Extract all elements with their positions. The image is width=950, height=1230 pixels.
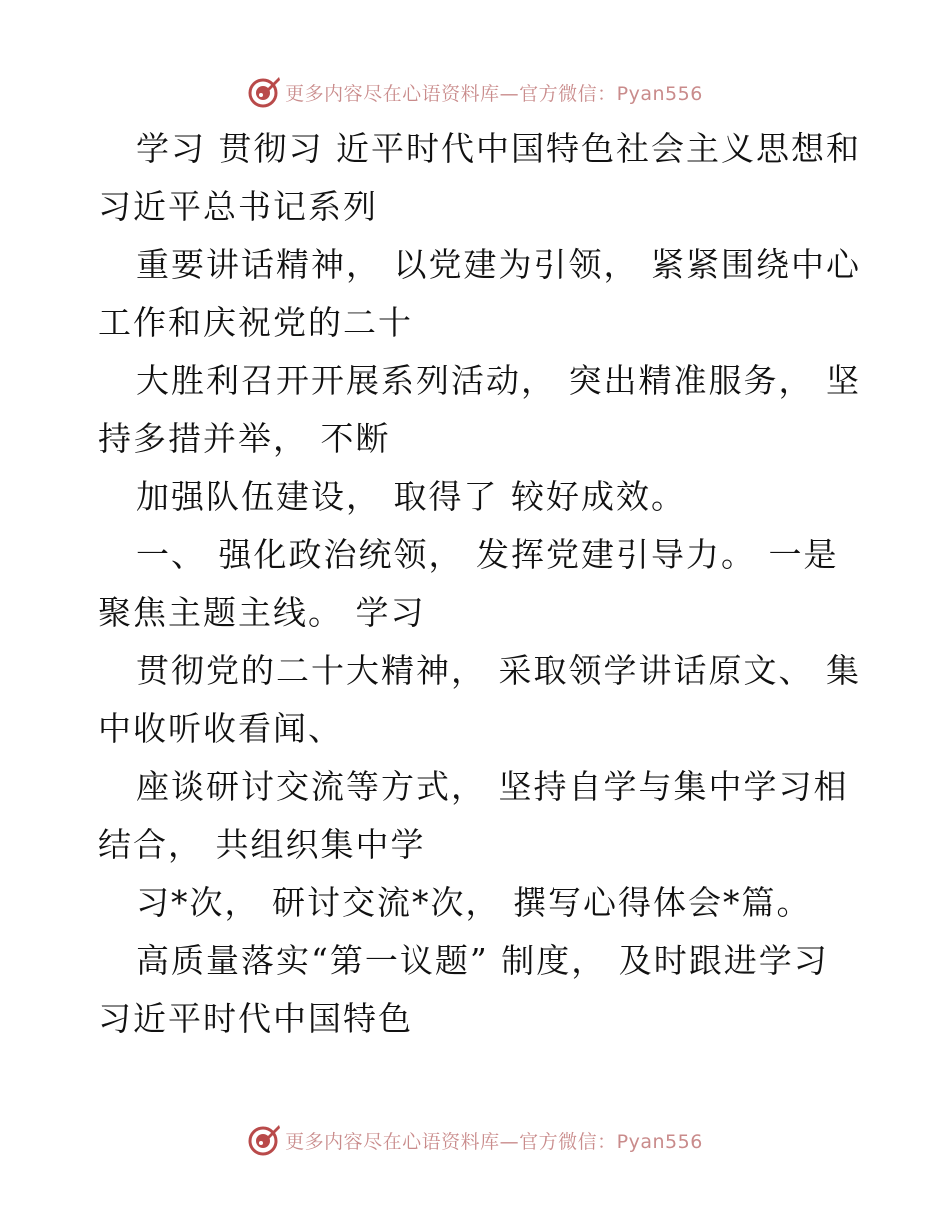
text-line-1: 学习 贯彻习 近平时代中国特色社会主义思想和 [136, 129, 861, 168]
text-line-12: 座谈研讨交流等方式， 坚持自学与集中学习相 [136, 767, 849, 806]
text-line-5: 大胜利召开开展系列活动， 突出精准服务， 坚 [136, 361, 861, 400]
text-line-11: 中收听收看闻、 [98, 709, 343, 748]
text-line-10: 贯彻党的二十大精神， 采取领学讲话原文、 集 [136, 651, 861, 690]
text-line-15: 高质量落实“第一议题” 制度， 及时跟进学习 [136, 941, 829, 980]
text-line-8: 一、 强化政治统领， 发挥党建引导力。 一是 [136, 535, 839, 574]
text-line-2: 习近平总书记系列 [98, 187, 378, 226]
text-line-7: 加强队伍建设， 取得了 较好成效。 [136, 477, 686, 516]
pen-nib-logo-icon [247, 75, 281, 109]
footer-watermark [0, 1120, 950, 1160]
document-body [98, 120, 861, 1048]
text-line-16: 习近平时代中国特色 [98, 999, 413, 1038]
text-line-14: 习*次， 研讨交流*次， 撰写心得体会*篇。 [136, 883, 812, 922]
header-watermark [0, 72, 950, 112]
text-line-3: 重要讲话精神， 以党建为引领， 紧紧围绕中心 [136, 245, 861, 284]
footer-watermark-text: 更多内容尽在心语资料库—官方微信：Pyan556 [285, 1130, 703, 1153]
text-line-13: 结合， 共组织集中学 [98, 825, 426, 864]
header-watermark-text: 更多内容尽在心语资料库—官方微信：Pyan556 [285, 82, 703, 105]
pen-nib-logo-icon [247, 1123, 281, 1157]
text-line-9: 聚焦主题主线。 学习 [98, 593, 426, 632]
text-line-4: 工作和庆祝党的二十 [98, 303, 413, 342]
text-line-6: 持多措并举， 不断 [98, 419, 391, 458]
